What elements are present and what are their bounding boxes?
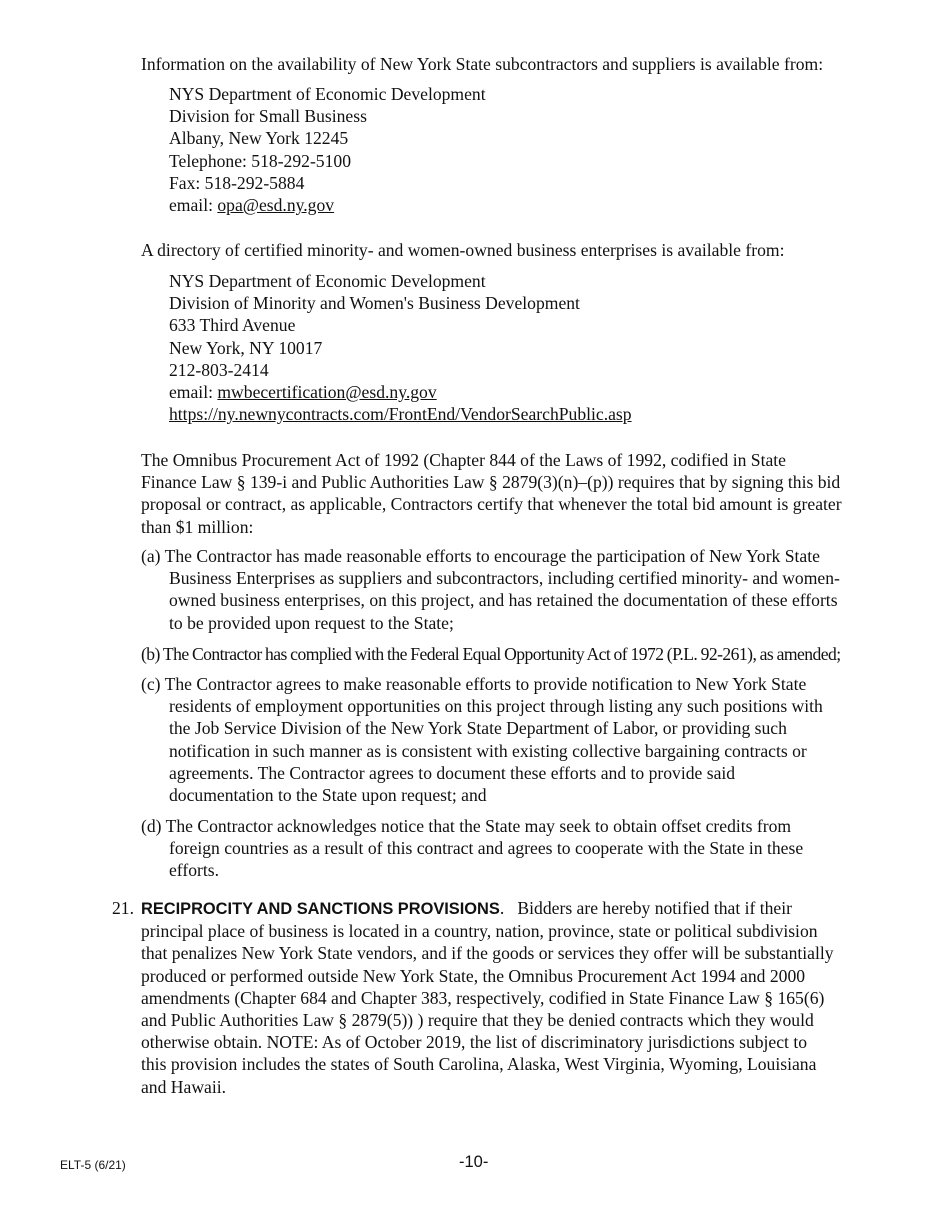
contact-org: NYS Department of Economic Development bbox=[169, 84, 486, 104]
contact-phone: 212-803-2414 bbox=[169, 359, 269, 380]
contact-fax: Fax: 518-292-5884 bbox=[169, 172, 305, 193]
section-heading-period: . bbox=[499, 898, 505, 918]
section-21 bbox=[141, 897, 893, 1098]
email-link-small-business[interactable]: opa@esd.ny.gov bbox=[217, 195, 335, 216]
section-line: produced or performed outside New York State, the Omnibus Procurement Act 1994 and 2000 bbox=[141, 965, 806, 986]
item-line: (c) The Contractor agrees to make reasonable efforts to provide notification to New York State bbox=[141, 674, 807, 694]
item-line: efforts. bbox=[169, 860, 219, 881]
contact-division: Division for Small Business bbox=[169, 106, 367, 127]
item-line: residents of employment opportunities on this project through listing any such positions with bbox=[169, 696, 823, 717]
item-line: (b) The Contractor has complied with the Federal Equal Opportunity Act of 1972 (P.L. 92-261), as amended; bbox=[141, 644, 841, 664]
item-line: documentation to the State upon request; and bbox=[169, 785, 487, 806]
section-line: this provision includes the states of South Carolina, Alaska, West Virginia, Wyoming, Louisiana bbox=[141, 1054, 817, 1075]
contact-org: NYS Department of Economic Development bbox=[169, 271, 486, 291]
section-first-line bbox=[141, 897, 893, 920]
contact-email-line bbox=[169, 194, 486, 216]
item-line: notification in such manner as is consistent with existing collective bargaining contracts or bbox=[169, 740, 807, 761]
section-line: and Hawaii. bbox=[141, 1076, 227, 1097]
vendor-search-link[interactable]: https://ny.newnycontracts.com/FrontEnd/VendorSearchPublic.asp bbox=[169, 404, 632, 425]
item-line: agreements. The Contractor agrees to document these efforts and to provide said bbox=[169, 762, 736, 783]
mwbe-contact bbox=[169, 270, 632, 425]
section-first-line-text: Bidders are hereby notified that if their bbox=[504, 898, 792, 918]
paragraph-line: than $1 million: bbox=[141, 516, 254, 537]
intro-mwbe: A directory of certified minority- and women-owned business enterprises is available from: bbox=[141, 240, 785, 260]
list-item-b bbox=[141, 643, 893, 665]
section-line: and Public Authorities Law § 2879(5)) ) require that they be denied contracts which they would bbox=[141, 1010, 814, 1031]
paragraph-line: Finance Law § 139-i and Public Authorities Law § 2879(3)(n)–(p)) requires that by signing this bid bbox=[141, 472, 841, 493]
item-line: foreign countries as a result of this contract and agrees to cooperate with the State in these bbox=[169, 838, 804, 859]
contact-division: Division of Minority and Women's Business Development bbox=[169, 293, 580, 314]
item-line: the Job Service Division of the New York State Department of Labor, or providing such bbox=[169, 718, 787, 739]
contact-city: New York, NY 10017 bbox=[169, 337, 323, 358]
paragraph-line: proposal or contract, as applicable, Contractors certify that whenever the total bid amount is greater bbox=[141, 494, 842, 515]
small-business-contact bbox=[169, 83, 486, 216]
item-line: to be provided upon request to the State; bbox=[169, 612, 454, 633]
email-label: email: bbox=[169, 382, 218, 403]
section-heading: RECIPROCITY AND SANCTIONS PROVISIONS bbox=[141, 900, 500, 918]
form-id: ELT-5 (6/21) bbox=[60, 1158, 126, 1172]
omnibus-paragraph bbox=[141, 449, 893, 538]
section-line: otherwise obtain. NOTE: As of October 2019, the list of discriminatory jurisdictions subject to bbox=[141, 1032, 808, 1053]
item-line: owned business enterprises, on this project, and has retained the documentation of these efforts bbox=[169, 590, 838, 611]
email-link-mwbe[interactable]: mwbecertification@esd.ny.gov bbox=[217, 382, 437, 403]
contact-street: 633 Third Avenue bbox=[169, 315, 296, 336]
section-line: principal place of business is located in a country, nation, province, state or political subdivision bbox=[141, 921, 818, 942]
item-line: (d) The Contractor acknowledges notice that the State may seek to obtain offset credits from bbox=[141, 816, 792, 836]
list-item-c bbox=[141, 673, 893, 806]
item-line: Business Enterprises as suppliers and subcontractors, including certified minority- and women- bbox=[169, 568, 840, 589]
contact-email-line bbox=[169, 381, 632, 403]
intro-small-business: Information on the availability of New York State subcontractors and suppliers is available from: bbox=[141, 54, 824, 74]
item-line: (a) The Contractor has made reasonable efforts to encourage the participation of New York State bbox=[141, 546, 820, 566]
section-number: 21. bbox=[112, 898, 134, 918]
section-line: amendments (Chapter 684 and Chapter 383, respectively, codified in State Finance Law § 165(6) bbox=[141, 987, 825, 1008]
list-item-d bbox=[141, 815, 893, 882]
list-item-a bbox=[141, 545, 893, 634]
email-label: email: bbox=[169, 195, 218, 216]
section-line: that penalizes New York State vendors, and if the goods or services they offer will be substantially bbox=[141, 943, 834, 964]
paragraph-line: The Omnibus Procurement Act of 1992 (Chapter 844 of the Laws of 1992, codified in State bbox=[141, 450, 786, 470]
contact-city: Albany, New York 12245 bbox=[169, 128, 349, 149]
contact-telephone: Telephone: 518-292-5100 bbox=[169, 150, 351, 171]
page-number: -10- bbox=[459, 1153, 489, 1171]
